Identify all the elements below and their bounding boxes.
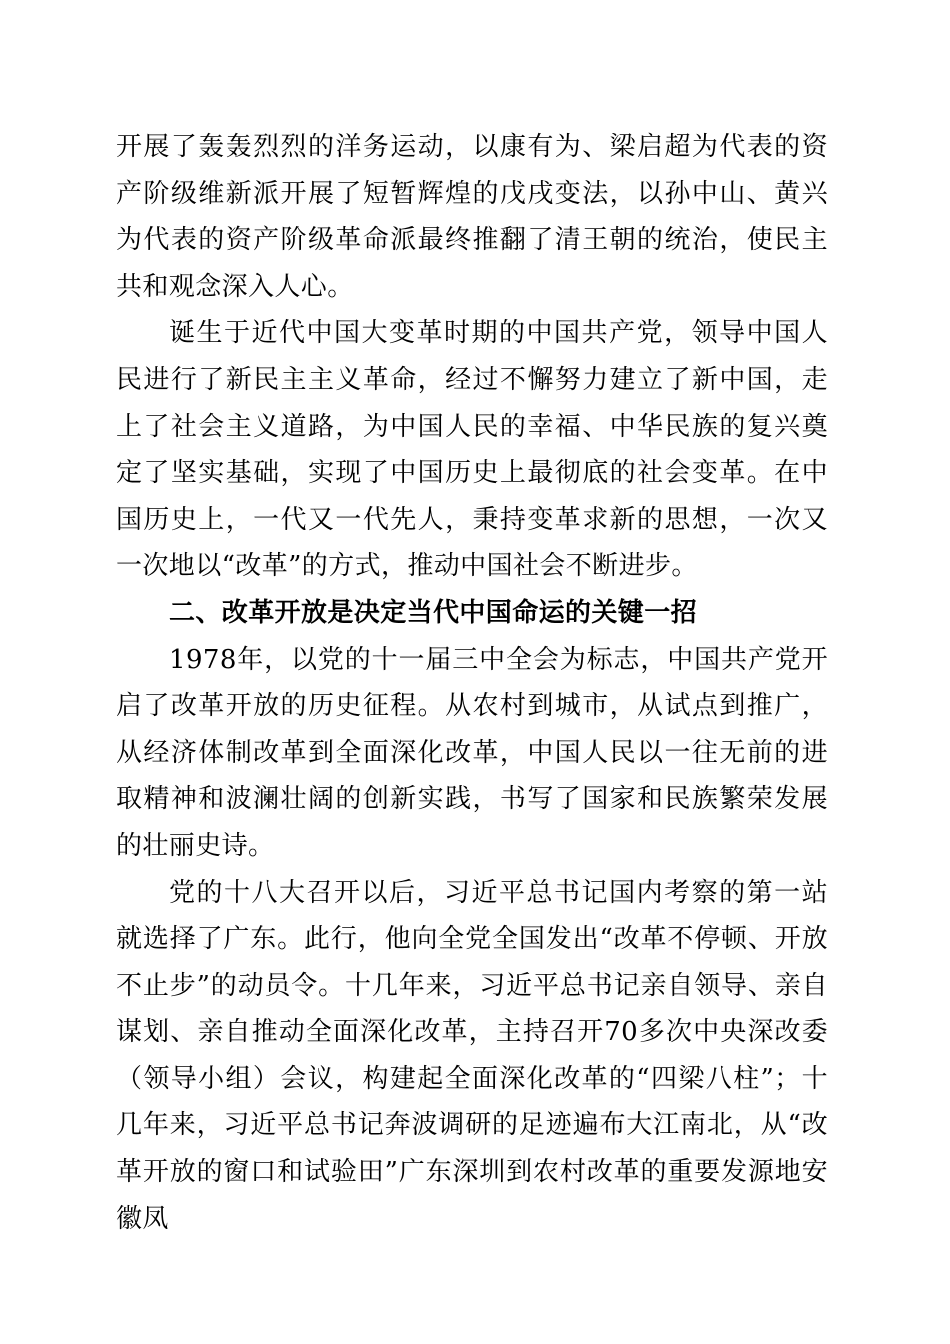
paragraph-3: 1978年，以党的十一届三中全会为标志，中国共产党开启了改革开放的历史征程。从农村到城市，从试点到推广，从经济体制改革到全面深化改革，中国人民以一往无前的进取精神和波澜壮阔的创新实践，书写了国家和民族繁荣发展的壮丽史诗。 [116, 644, 828, 861]
document-page [116, 124, 828, 1242]
paragraph-4: 党的十八大召开以后，习近平总书记国内考察的第一站就选择了广东。此行，他向全党全国发出“改革不停顿、开放不止步”的动员令。十几年来，习近平总书记亲自领导、亲自谋划、亲自推动全面深化改革，主持召开70多次中央深改委（领导小组）会议，构建起全面深化改革的“四梁八柱”；十几年来，习近平总书记奔波调研的足迹遍布大江南北，从“改革开放的窗口和试验田”广东深圳到农村改革的重要发源地安徽凤 [116, 877, 828, 1234]
section-heading: 二、改革开放是决定当代中国命运的关键一招 [169, 597, 698, 628]
paragraph-1: 开展了轰轰烈烈的洋务运动，以康有为、梁启超为代表的资产阶级维新派开展了短暂辉煌的戊戌变法，以孙中山、黄兴为代表的资产阶级革命派最终推翻了清王朝的统治，使民主共和观念深入人心。 [116, 132, 828, 302]
paragraph-2: 诞生于近代中国大变革时期的中国共产党，领导中国人民进行了新民主主义革命，经过不懈努力建立了新中国，走上了社会主义道路，为中国人民的幸福、中华民族的复兴奠定了坚实基础，实现了中国历史上最彻底的社会变革。在中国历史上，一代又一代先人，秉持变革求新的思想，一次又一次地以“改革”的方式，推动中国社会不断进步。 [116, 318, 828, 582]
